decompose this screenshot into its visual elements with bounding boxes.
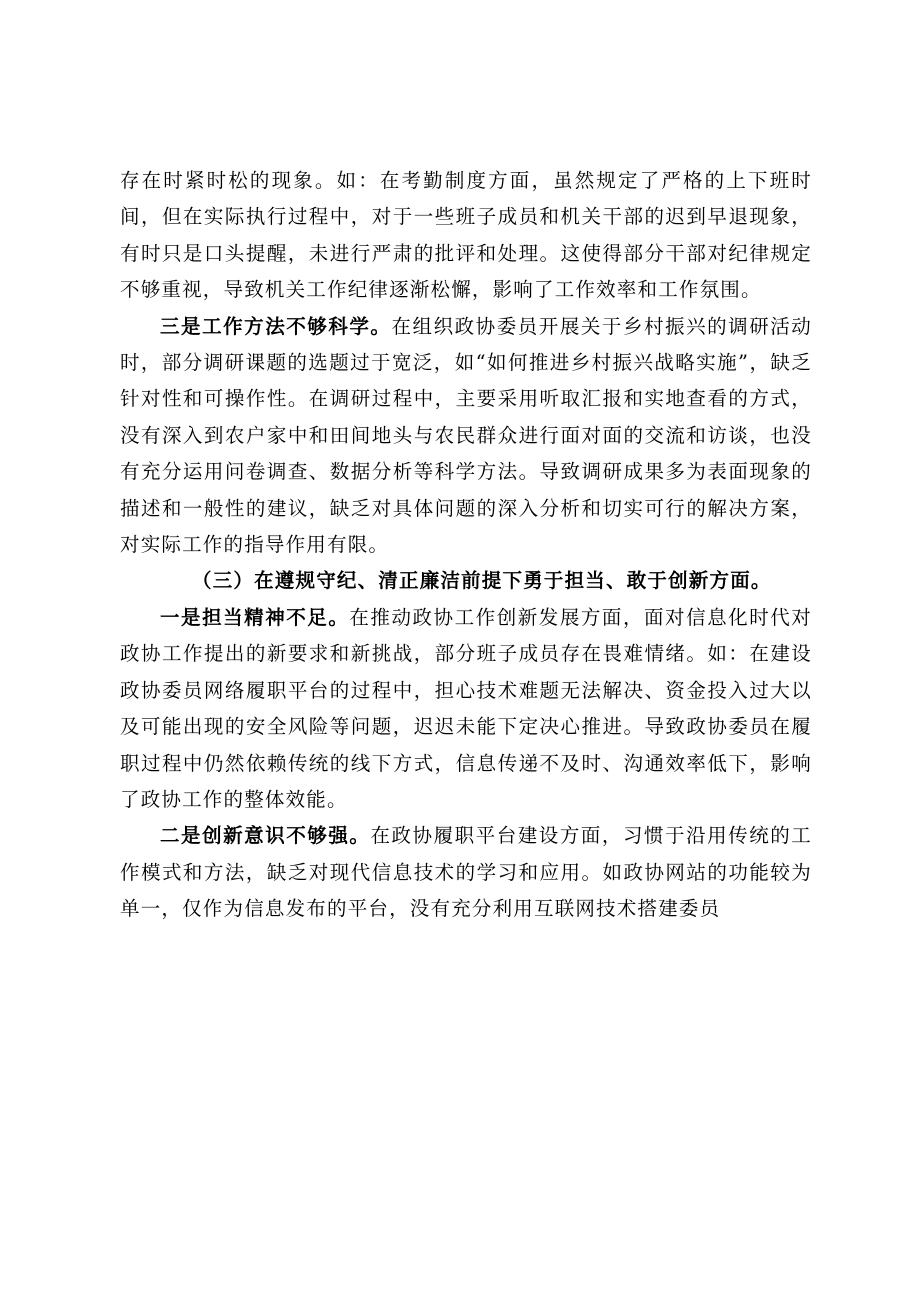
paragraph-attendance-discipline <box>120 163 812 309</box>
paragraph-lead: 一是担当精神不足。 <box>160 605 350 629</box>
paragraph-responsibility <box>120 600 812 818</box>
paragraph-text: 存在时紧时松的现象。如：在考勤制度方面，虽然规定了严格的上下班时间，但在实际执行过程中，对于一些班子成员和机关干部的迟到早退现象，有时只是口头提醒，未进行严肃的批评和处理。这使得部分干部对纪律规定不够重视，导致机关工作纪律逐渐松懈，影响了工作效率和工作氛围。 <box>120 169 812 302</box>
paragraph-innovation <box>120 818 812 927</box>
section-heading <box>120 563 812 599</box>
section-heading-text: （三）在遵规守纪、清正廉洁前提下勇于担当、敢于创新方面。 <box>192 569 772 593</box>
paragraph-lead: 三是工作方法不够科学。 <box>160 314 392 338</box>
paragraph-work-method <box>120 309 812 564</box>
paragraph-lead: 二是创新意识不够强。 <box>160 824 371 848</box>
document-body <box>120 163 812 928</box>
paragraph-text: 在政协履职平台建设方面，习惯于沿用传统的工作模式和方法，缺乏对现代信息技术的学习和应用。如政协网站的功能较为单一，仅作为信息发布的平台，没有充分利用互联网技术搭建委员 <box>120 824 812 921</box>
paragraph-text: 在组织政协委员开展关于乡村振兴的调研活动时，部分调研课题的选题过于宽泛，如“如何推进乡村振兴战略实施”，缺乏针对性和可操作性。在调研过程中，主要采用听取汇报和实地查看的方式，没有深入到农户家中和田间地头与农民群众进行面对面的交流和访谈，也没有充分运用问卷调查、数据分析等科学方法。导致调研成果多为表面现象的描述和一般性的建议，缺乏对具体问题的深入分析和切实可行的解决方案，对实际工作的指导作用有限。 <box>120 314 812 557</box>
paragraph-text: 在推动政协工作创新发展方面，面对信息化时代对政协工作提出的新要求和新挑战，部分班子成员存在畏难情绪。如：在建设政协委员网络履职平台的过程中，担心技术难题无法解决、资金投入过大以及可能出现的安全风险等问题，迟迟未能下定决心推进。导致政协委员在履职过程中仍然依赖传统的线下方式，信息传递不及时、沟通效率低下，影响了政协工作的整体效能。 <box>120 605 812 811</box>
